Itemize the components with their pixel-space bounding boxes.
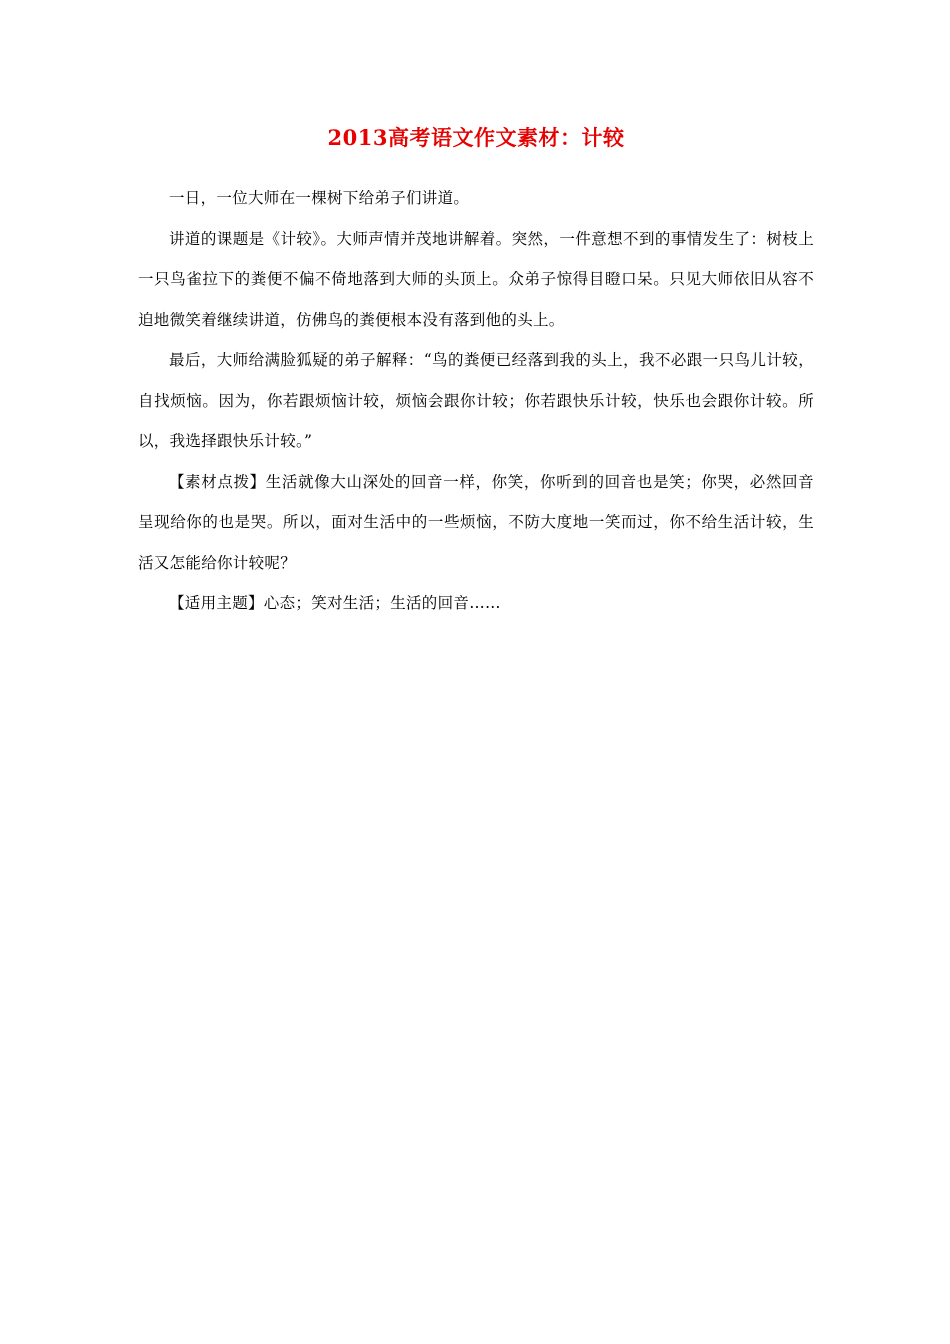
- paragraph-3: 最后，大师给满脸狐疑的弟子解释：“鸟的粪便已经落到我的头上，我不必跟一只鸟儿计较，自找烦恼。因为，你若跟烦恼计较，烦恼会跟你计较；你若跟快乐计较，快乐也会跟你计较。所以，我选择跟快乐计较。”: [138, 351, 814, 450]
- paragraph-1: 一日，一位大师在一棵树下给弟子们讲道。: [169, 189, 470, 207]
- document-page: [138, 118, 814, 624]
- paragraph-2: 讲道的课题是《计较》。大师声情并茂地讲解着。突然，一件意想不到的事情发生了：树枝上一只鸟雀拉下的粪便不偏不倚地落到大师的头顶上。众弟子惊得目瞪口呆。只见大师依旧从容不迫地微笑着继续讲道，仿佛鸟的粪便根本没有落到他的头上。: [138, 229, 814, 329]
- paragraph-applicable-theme: 【适用主题】心态；笑对生活；生活的回音……: [169, 594, 501, 612]
- document-title: 2013高考语文作文素材：计较: [327, 125, 625, 150]
- paragraph-material-note: 【素材点拨】生活就像大山深处的回音一样，你笑，你听到的回音也是笑；你哭，必然回音呈现给你的也是哭。所以，面对生活中的一些烦恼，不防大度地一笑而过，你不给生活计较，生活又怎能给你计较呢？: [138, 472, 814, 572]
